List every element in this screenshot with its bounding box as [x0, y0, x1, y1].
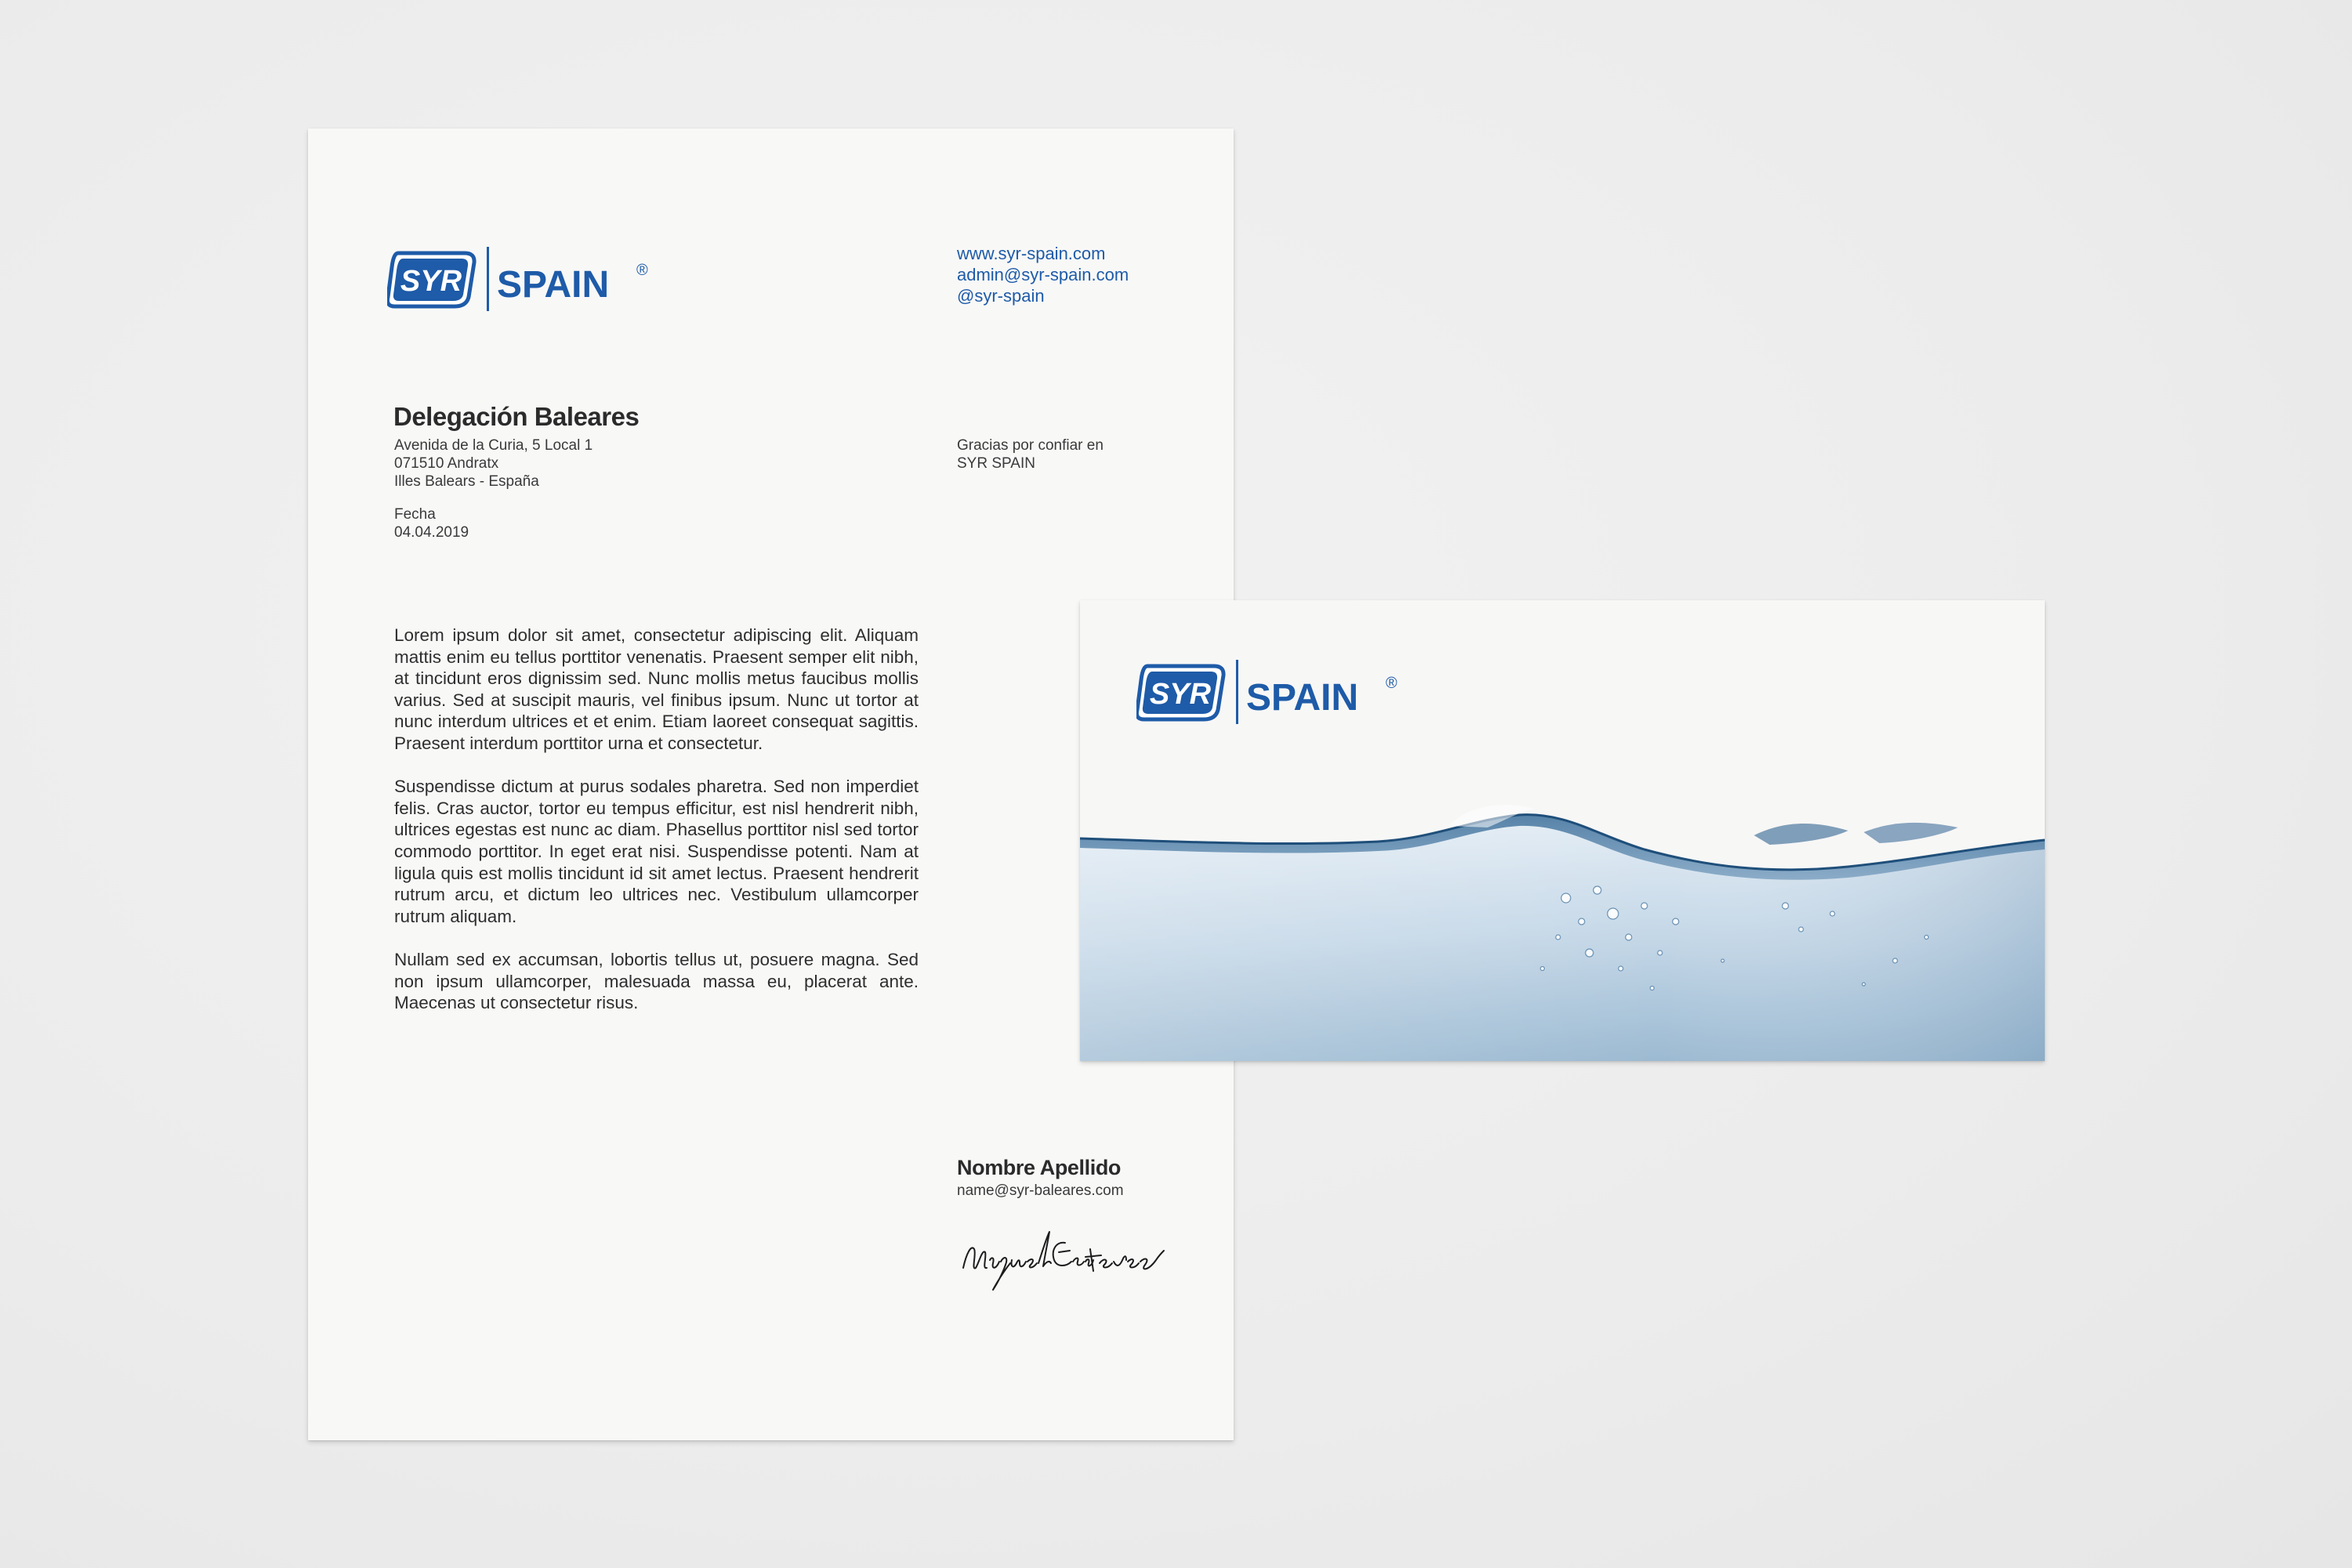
- thanks-block: [957, 436, 1104, 473]
- email-link: admin@syr-spain.com: [957, 265, 1129, 284]
- body-paragraph: Nullam sed ex accumsan, lobortis tellus ut, posuere magna. Sed non ipsum ullamcorper, malesuada massa eu, placerat ante. Maecenas ut consectetur risus.: [394, 949, 919, 1013]
- logo-wordmark: SPAIN: [1246, 677, 1359, 719]
- syr-spain-logo: [387, 245, 651, 313]
- signer-name: Nombre Apellido: [957, 1156, 1122, 1179]
- body-paragraph: Lorem ipsum dolor sit amet, consectetur adipiscing elit. Aliquam mattis enim eu tellus porttitor venenatis. Praesent semper elit nibh, at tincidunt eros dignissim sed. Nunc mollis metus faucibus mollis varius. Sed at suscipit mauris, vel finibus ipsum. Nunc ut tortor at nunc interdum ultrices et et enim. Etiam laoreet consequat sagittis. Praesent interdum porttitor urna et consectetur.: [394, 625, 919, 753]
- envelope: [1080, 600, 2045, 1061]
- date-label: Fecha: [394, 506, 436, 523]
- logo-registered-mark: ®: [1386, 675, 1397, 692]
- logo-syr-text: SYR: [400, 265, 462, 298]
- website-link: www.syr-spain.com: [957, 244, 1106, 263]
- contact-block: [957, 243, 1129, 306]
- thanks-line: Gracias por confiar en: [957, 437, 1104, 454]
- water-wave-image: [1080, 804, 2045, 1061]
- address-line: Avenida de la Curia, 5 Local 1: [394, 437, 593, 454]
- address-block: [394, 436, 593, 491]
- logo-divider: [487, 247, 489, 311]
- letter-body: [394, 625, 919, 1035]
- office-title: Delegación Baleares: [393, 402, 640, 431]
- body-paragraph: Suspendisse dictum at purus sodales pharetra. Sed non imperdiet felis. Cras auctor, tortor eu tempus efficitur, est nisl hendrerit nibh, ultrices egestas est nunc ac diam. Phasellus porttitor nisl sed tortor commodo porttitor. In eget erat nisi. Suspendisse potenti. Nam at ligula quis est mollis tincidunt id sit amet lectus. Praesent hendrerit rutrum arcu, et dictum leo ultrices nec. Vestibulum ullamcorper rutrum aliquam.: [394, 777, 919, 926]
- address-line: Illes Balears - España: [394, 473, 539, 490]
- logo-syr-text: SYR: [1149, 678, 1212, 711]
- date-value: 04.04.2019: [394, 524, 469, 541]
- syr-spain-logo: [1136, 658, 1400, 726]
- address-line: 071510 Andratx: [394, 455, 499, 472]
- handwritten-signature: [955, 1222, 1167, 1295]
- logo-divider: [1236, 660, 1238, 724]
- date-block: [394, 505, 469, 541]
- signer-email: name@syr-baleares.com: [957, 1182, 1124, 1199]
- thanks-line: SYR SPAIN: [957, 455, 1035, 472]
- logo-wordmark: SPAIN: [497, 264, 610, 306]
- social-handle: @syr-spain: [957, 286, 1045, 306]
- logo-registered-mark: ®: [636, 262, 648, 279]
